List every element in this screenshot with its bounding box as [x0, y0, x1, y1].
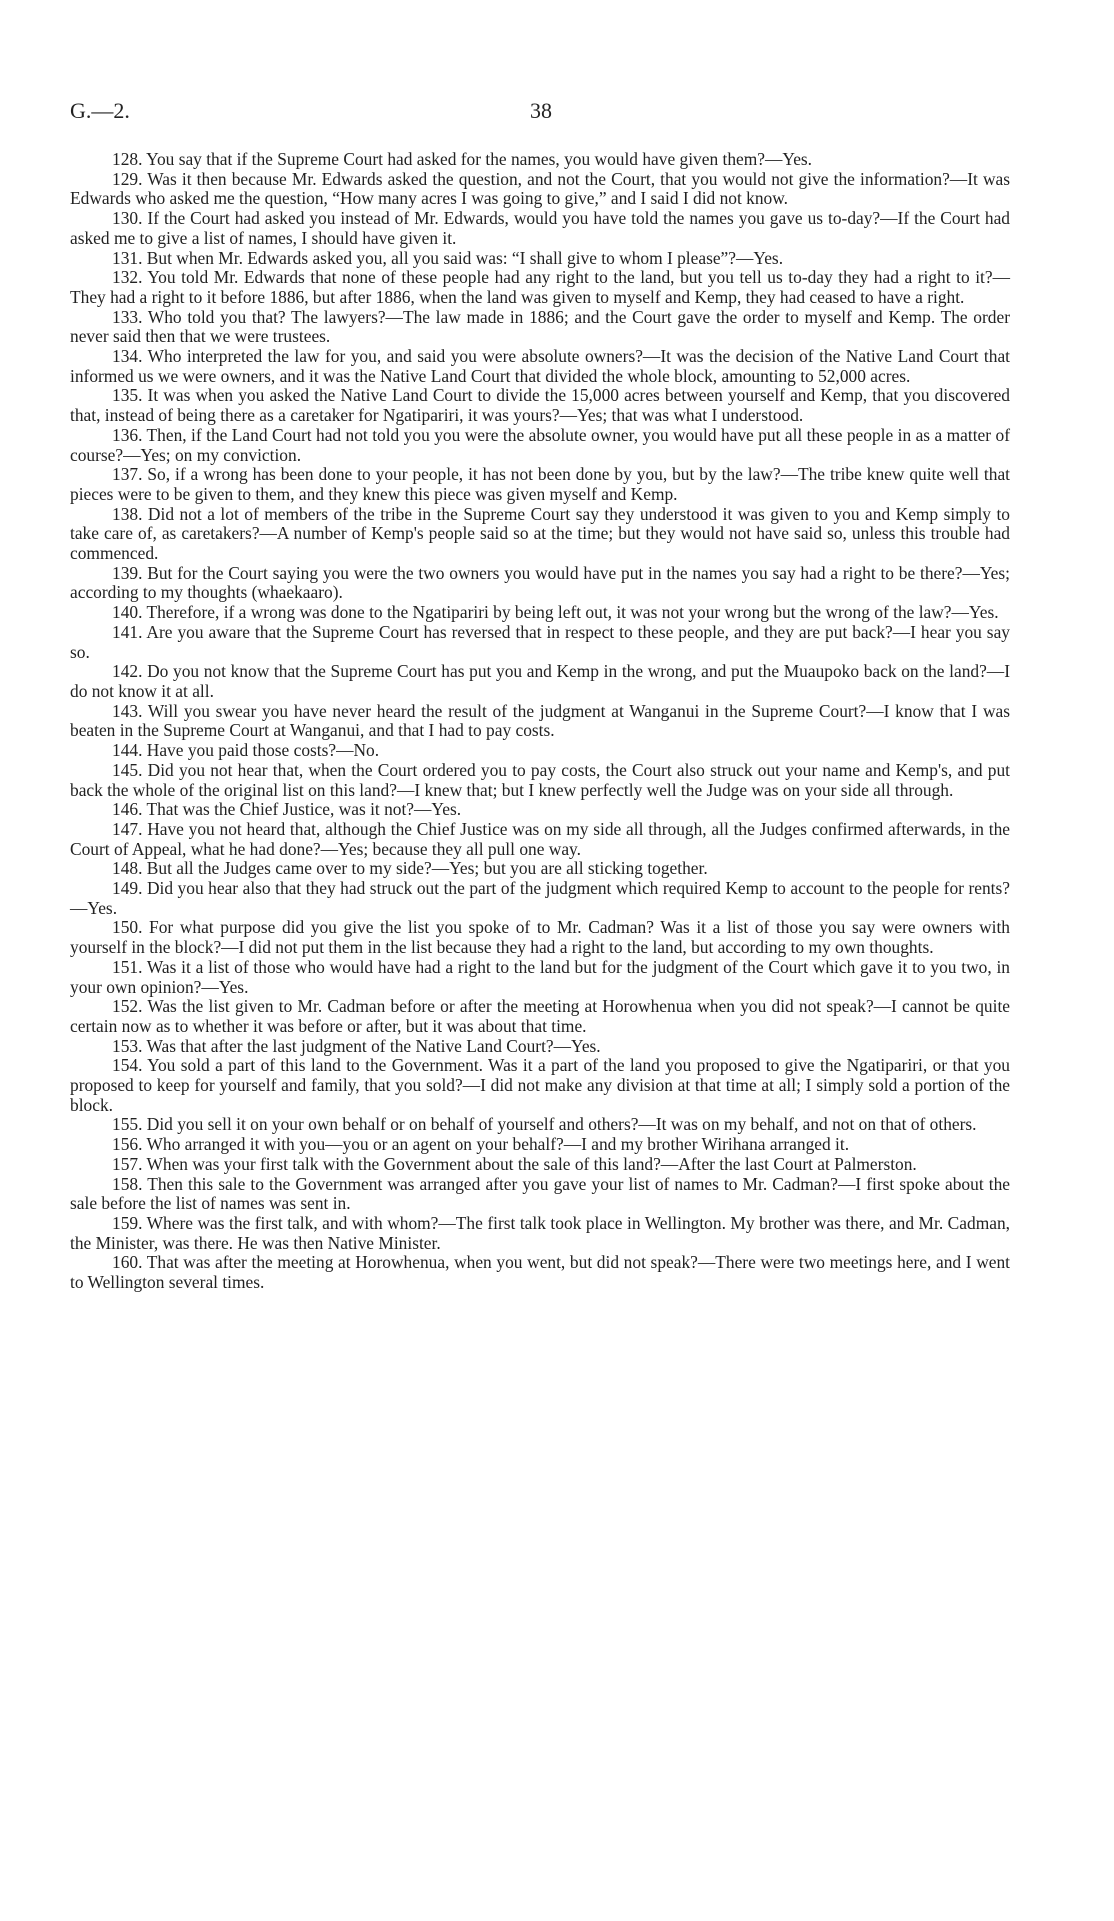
paragraph-129: 129. Was it then because Mr. Edwards asked the question, and not the Court, that you would not give the information?—It was Edwards who asked me the question, “How many acres I was going to give,” and I said I did not know.: [70, 168, 1010, 209]
paragraph-141: 141. Are you aware that the Supreme Court has reversed that in respect to these people, and they are put back?—I hear you say so.: [70, 621, 1010, 662]
paragraph-137: 137. So, if a wrong has been done to your people, it has not been done by you, but by the law?—The tribe knew quite well that pieces were to be given to them, and they knew this piece was given myself and Kemp.: [70, 464, 1010, 504]
paragraph-157: 157. When was your first talk with the Government about the sale of this land?—After the last Court at Palmerston.: [112, 1153, 917, 1174]
paragraph-160: 160. That was after the meeting at Horowhenua, when you went, but did not speak?—There were two meetings here, and I went to Wellington several times.: [70, 1252, 1010, 1293]
paragraph-151: 151. Was it a list of those who would have had a right to the land but for the judgment of the Court which gave it to you two, in your own opinion?—Yes.: [70, 956, 1010, 997]
paragraph-139: 139. But for the Court saying you were the two owners you would have put in the names you say had a right to be there?—Yes; according to my thoughts (whaekaaro).: [70, 562, 1010, 603]
paragraph-153: 153. Was that after the last judgment of the Native Land Court?—Yes.: [112, 1035, 601, 1056]
paragraph-152: 152. Was the list given to Mr. Cadman before or after the meeting at Horowhenua when you did not speak?—I cannot be quite certain now as to whether it was before or after, but it was about that time.: [70, 996, 1010, 1036]
page-header: [70, 98, 1010, 128]
paragraph-136: 136. Then, if the Land Court had not told you you were the absolute owner, you would have put all these people in as a matter of course?—Yes; on my conviction.: [70, 424, 1010, 465]
document-body: [70, 150, 1010, 1293]
paragraph-135: 135. It was when you asked the Native Land Court to divide the 15,000 acres between yourself and Kemp, that you discovered that, instead of being there as a caretaker for Ngatipariri, it was yours?—Yes; that was what I understood.: [70, 385, 1010, 426]
paragraph-143: 143. Will you swear you have never heard the result of the judgment at Wanganui in the Supreme Court?—I know that I was beaten in the Supreme Court at Wanganui, and that I had to pay costs.: [70, 700, 1010, 741]
paragraph-134: 134. Who interpreted the law for you, and said you were absolute owners?—It was the decision of the Native Land Court that informed us we were owners, and it was the Native Land Court that divided the whole block, amounting to 52,000 acres.: [70, 346, 1010, 386]
paragraph-132: 132. You told Mr. Edwards that none of these people had any right to the land, but you tell us to-day they had a right to it?—They had a right to it before 1886, but after 1886, when the land was given to myself and Kemp, they had ceased to have a right.: [70, 267, 1010, 307]
paragraph-159: 159. Where was the first talk, and with whom?—The first talk took place in Wellington. My brother was there, and Mr. Cadman, the Minister, was there. He was then Native Minister.: [70, 1212, 1010, 1253]
paragraph-128: 128. You say that if the Supreme Court had asked for the names, you would have given them?—Yes.: [112, 149, 813, 169]
paragraph-154: 154. You sold a part of this land to the Government. Was it a part of the land you proposed to give the Ngatipariri, or that you proposed to keep for yourself and family, that you sold?—I did not make any division at that time at all; I simply sold a portion of the block.: [70, 1055, 1010, 1115]
paragraph-150: 150. For what purpose did you give the list you spoke of to Mr. Cadman? Was it a list of those you say were owners with yourself in the block?—I did not put them in the list because they had a right to the land, but according to my own thoughts.: [70, 917, 1010, 958]
paragraph-142: 142. Do you not know that the Supreme Court has put you and Kemp in the wrong, and put the Muaupoko back on the land?—I do not know it at all.: [70, 661, 1010, 701]
paragraph-156: 156. Who arranged it with you—you or an agent on your behalf?—I and my brother Wirihana arranged it.: [112, 1134, 850, 1155]
paragraph-131: 131. But when Mr. Edwards asked you, all you said was: “I shall give to whom I please”?—Yes.: [112, 247, 784, 268]
paragraph-146: 146. That was the Chief Justice, was it not?—Yes.: [112, 799, 462, 820]
paragraph-158: 158. Then this sale to the Government was arranged after you gave your list of names to Mr. Cadman?—I first spoke about the sale before the list of names was sent in.: [70, 1173, 1010, 1214]
page-number: 38: [530, 98, 552, 123]
paragraph-155: 155. Did you sell it on your own behalf or on behalf of yourself and others?—It was on my behalf, and not on that of others.: [112, 1114, 977, 1135]
paragraph-145: 145. Did you not hear that, when the Court ordered you to pay costs, the Court also struck out your name and Kemp's, and put back the whole of the original list on this land?—I knew that; but I knew perfectly well the Judge was on your side all through.: [70, 759, 1010, 800]
paragraph-147: 147. Have you not heard that, although the Chief Justice was on my side all through, all the Judges confirmed afterwards, in the Court of Appeal, what he had done?—Yes; because they all pull one way.: [70, 818, 1010, 859]
paragraph-138: 138. Did not a lot of members of the tribe in the Supreme Court say they understood it was given to you and Kemp simply to take care of, as caretakers?—A number of Kemp's people said so at the time; but they would not have said so, unless this trouble had commenced.: [70, 503, 1010, 564]
paragraph-130: 130. If the Court had asked you instead of Mr. Edwards, would you have told the names you gave us to-day?—If the Court had asked me to give a list of names, I should have given it.: [70, 208, 1010, 248]
paragraph-144: 144. Have you paid those costs?—No.: [112, 740, 380, 761]
document-reference: G.—2.: [70, 98, 130, 123]
paragraph-140: 140. Therefore, if a wrong was done to the Ngatipariri by being left out, it was not your wrong but the wrong of the law?—Yes.: [112, 602, 999, 623]
paragraph-149: 149. Did you hear also that they had struck out the part of the judgment which required Kemp to account to the people for rents?—Yes.: [70, 878, 1010, 918]
paragraph-148: 148. But all the Judges came over to my side?—Yes; but you are all sticking together.: [112, 858, 708, 879]
paragraph-133: 133. Who told you that? The lawyers?—The law made in 1886; and the Court gave the order to myself and Kemp. The order never said then that we were trustees.: [70, 306, 1010, 347]
